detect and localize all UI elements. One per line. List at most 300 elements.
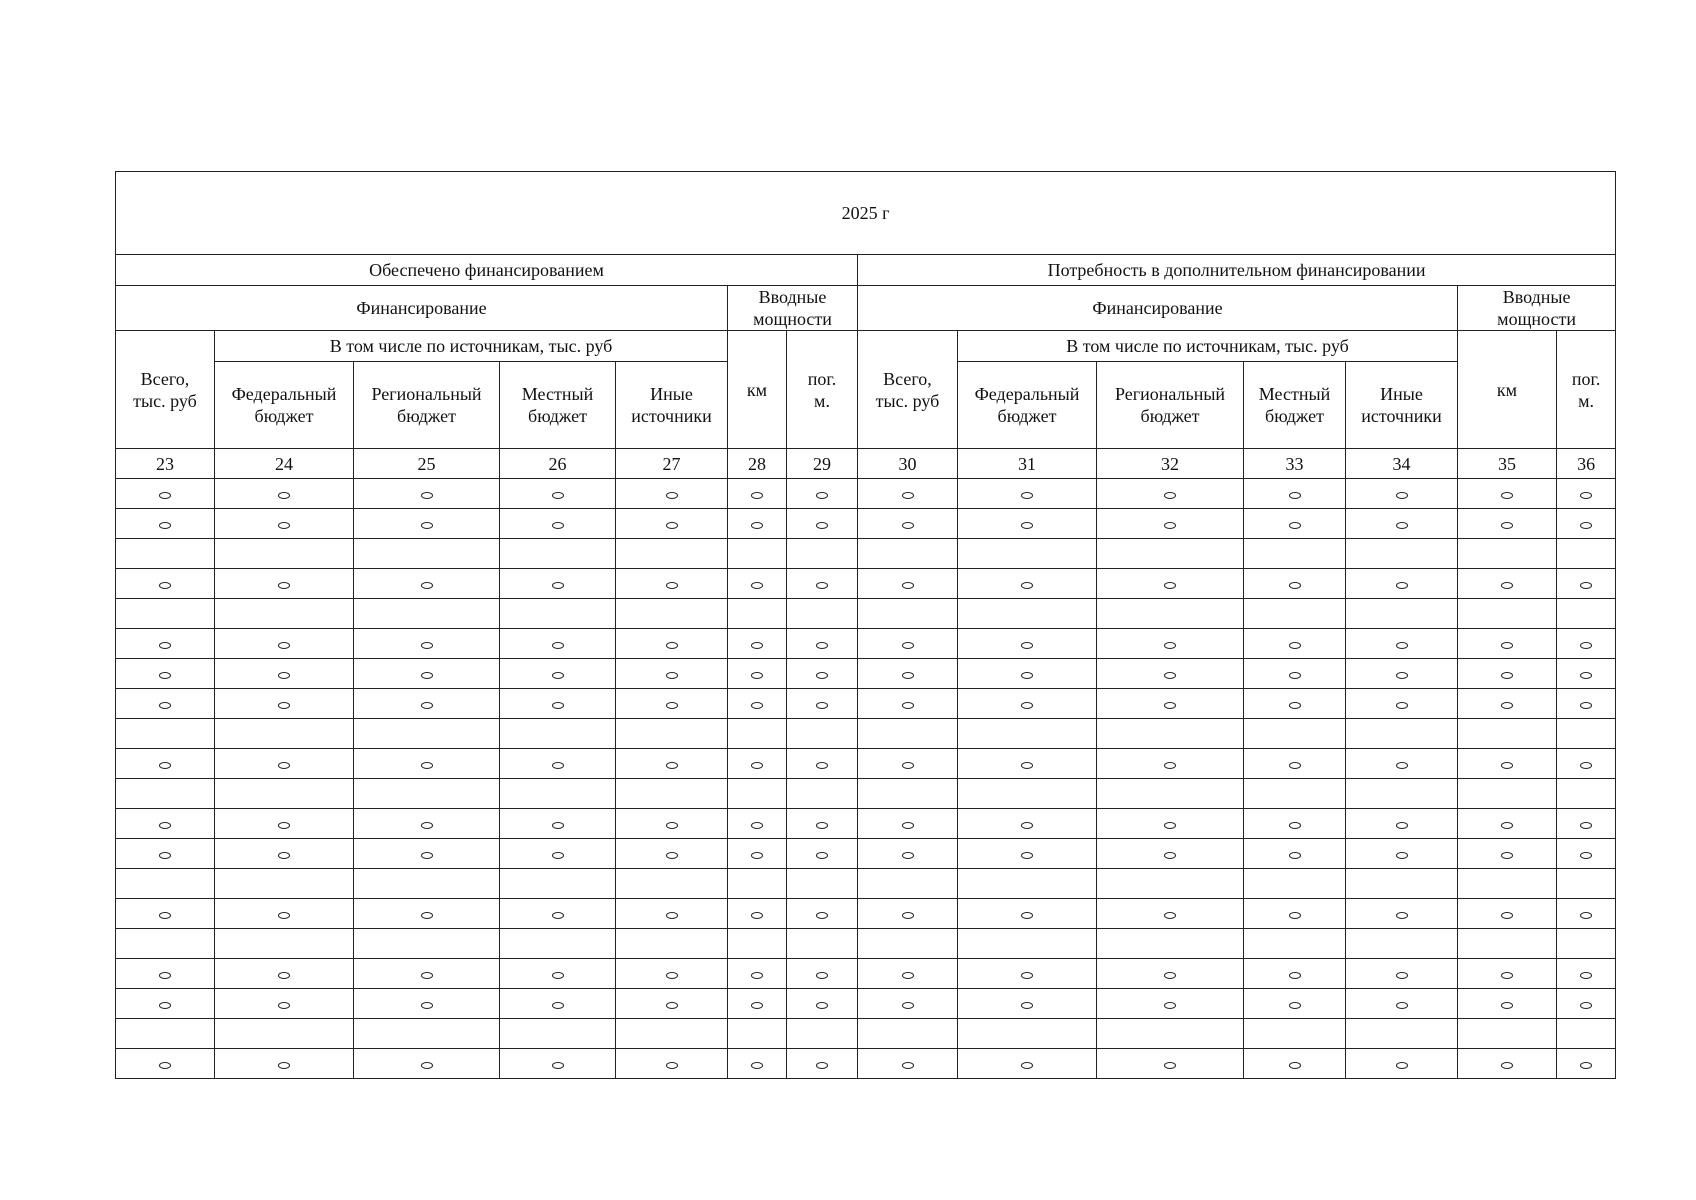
column-number-row (116, 449, 1616, 479)
dash-mark (1021, 852, 1033, 859)
dash-mark (1164, 582, 1176, 589)
table-cell (500, 749, 616, 779)
table-cell (958, 959, 1097, 989)
table-cell (1097, 569, 1244, 599)
dash-mark (1396, 492, 1408, 499)
table-cell (616, 929, 728, 959)
table-cell (215, 569, 354, 599)
table-cell (215, 509, 354, 539)
dash-mark (278, 972, 290, 979)
column-number: 29 (787, 449, 858, 479)
table-cell (616, 1049, 728, 1079)
dash-mark (751, 702, 763, 709)
table-cell (500, 869, 616, 899)
total-header-secured: Всего, тыс. руб (116, 331, 215, 449)
table-cell (500, 989, 616, 1019)
table-cell (500, 659, 616, 689)
table-cell (787, 629, 858, 659)
dash-mark (1164, 1002, 1176, 1009)
column-number: 34 (1346, 449, 1458, 479)
dash-mark (1164, 852, 1176, 859)
km-header-secured: км (728, 331, 787, 449)
table-cell (1458, 539, 1557, 569)
dash-mark (1396, 702, 1408, 709)
table-cell (500, 1049, 616, 1079)
dash-mark (666, 642, 678, 649)
table-cell (116, 659, 215, 689)
table-cell (728, 989, 787, 1019)
dash-mark (1580, 522, 1592, 529)
year-header: 2025 г (116, 172, 1616, 255)
table-cell (728, 539, 787, 569)
dash-mark (751, 762, 763, 769)
table-row (116, 479, 1616, 509)
table-row (116, 899, 1616, 929)
table-cell (858, 899, 958, 929)
pog-header-secured: пог. м. (787, 331, 858, 449)
other-header-needed: Иные источники (1346, 362, 1458, 449)
table-cell (728, 809, 787, 839)
dash-mark (751, 852, 763, 859)
table-cell (116, 749, 215, 779)
table-cell (787, 509, 858, 539)
dash-mark (666, 492, 678, 499)
column-number: 28 (728, 449, 787, 479)
dash-mark (421, 672, 433, 679)
empty-row (116, 539, 1616, 569)
table-cell (728, 1049, 787, 1079)
table-cell (215, 959, 354, 989)
table-cell (958, 1019, 1097, 1049)
dash-mark (902, 822, 914, 829)
table-cell (116, 929, 215, 959)
dash-mark (1164, 672, 1176, 679)
table-cell (787, 569, 858, 599)
table-cell (354, 989, 500, 1019)
local-header-secured: Местный бюджет (500, 362, 616, 449)
dash-mark (902, 852, 914, 859)
table-row (116, 989, 1616, 1019)
table-cell (1557, 569, 1616, 599)
dash-mark (421, 642, 433, 649)
table-cell (354, 929, 500, 959)
table-cell (728, 749, 787, 779)
table-cell (728, 599, 787, 629)
dash-mark (751, 1062, 763, 1069)
table-cell (787, 929, 858, 959)
dash-mark (278, 1062, 290, 1069)
table-cell (1458, 659, 1557, 689)
dash-mark (552, 762, 564, 769)
empty-row (116, 599, 1616, 629)
dash-mark (1501, 762, 1513, 769)
table-cell (500, 599, 616, 629)
table-cell (616, 869, 728, 899)
table-cell (1557, 719, 1616, 749)
dash-mark (816, 642, 828, 649)
dash-mark (159, 702, 171, 709)
table-cell (1557, 509, 1616, 539)
table-cell (1346, 1049, 1458, 1079)
empty-row (116, 869, 1616, 899)
financing-header-needed: Финансирование (858, 286, 1458, 331)
table-cell (858, 1019, 958, 1049)
dash-mark (278, 492, 290, 499)
dash-mark (816, 672, 828, 679)
table-cell (354, 1049, 500, 1079)
dash-mark (816, 702, 828, 709)
dash-mark (1289, 972, 1301, 979)
table-cell (215, 719, 354, 749)
table-cell (1458, 1049, 1557, 1079)
table-cell (215, 839, 354, 869)
table-cell (1097, 509, 1244, 539)
dash-mark (1580, 912, 1592, 919)
table-cell (958, 869, 1097, 899)
dash-mark (816, 522, 828, 529)
dash-mark (159, 822, 171, 829)
table-cell (958, 929, 1097, 959)
section-needed-header: Потребность в дополнительном финансировании (858, 255, 1616, 286)
dash-mark (1289, 522, 1301, 529)
table-cell (1458, 809, 1557, 839)
dash-mark (421, 912, 433, 919)
table-cell (728, 719, 787, 749)
table-cell (500, 779, 616, 809)
dash-mark (902, 762, 914, 769)
dash-mark (421, 492, 433, 499)
dash-mark (1501, 582, 1513, 589)
other-header-secured: Иные источники (616, 362, 728, 449)
table-cell (728, 569, 787, 599)
dash-mark (1164, 972, 1176, 979)
dash-mark (159, 912, 171, 919)
table-cell (1458, 779, 1557, 809)
dash-mark (816, 822, 828, 829)
table-cell (1244, 839, 1346, 869)
capacity-header-secured: Вводные мощности (728, 286, 858, 331)
table-cell (787, 869, 858, 899)
table-cell (1346, 629, 1458, 659)
table-cell (116, 1049, 215, 1079)
table-cell (728, 479, 787, 509)
table-cell (500, 539, 616, 569)
table-cell (1557, 989, 1616, 1019)
financing-header-secured: Финансирование (116, 286, 728, 331)
dash-mark (902, 672, 914, 679)
dash-mark (159, 672, 171, 679)
table-cell (1458, 599, 1557, 629)
dash-mark (751, 642, 763, 649)
table-cell (1097, 689, 1244, 719)
table-cell (958, 749, 1097, 779)
pog-header-needed: пог. м. (1557, 331, 1616, 449)
dash-mark (751, 522, 763, 529)
column-number: 23 (116, 449, 215, 479)
table-cell (616, 779, 728, 809)
column-number: 26 (500, 449, 616, 479)
table-cell (958, 479, 1097, 509)
table-cell (116, 869, 215, 899)
dash-mark (751, 492, 763, 499)
table-cell (787, 749, 858, 779)
table-cell (116, 839, 215, 869)
table-cell (858, 719, 958, 749)
table-cell (858, 1049, 958, 1079)
table-cell (728, 779, 787, 809)
table-cell (1458, 749, 1557, 779)
dash-mark (552, 822, 564, 829)
table-cell (1557, 839, 1616, 869)
dash-mark (1501, 672, 1513, 679)
table-cell (116, 539, 215, 569)
dash-mark (421, 582, 433, 589)
dash-mark (552, 642, 564, 649)
table-cell (1346, 509, 1458, 539)
dash-mark (278, 702, 290, 709)
dash-mark (1021, 642, 1033, 649)
table-row (116, 839, 1616, 869)
dash-mark (1021, 822, 1033, 829)
table-cell (116, 989, 215, 1019)
table-cell (1346, 479, 1458, 509)
column-number: 36 (1557, 449, 1616, 479)
dash-mark (816, 852, 828, 859)
table-cell (958, 629, 1097, 659)
table-cell (958, 839, 1097, 869)
dash-mark (1501, 642, 1513, 649)
table-cell (354, 509, 500, 539)
table-cell (728, 659, 787, 689)
table-cell (116, 689, 215, 719)
table-cell (1557, 749, 1616, 779)
dash-mark (816, 1002, 828, 1009)
empty-row (116, 719, 1616, 749)
table-cell (116, 899, 215, 929)
table-cell (858, 869, 958, 899)
dash-mark (666, 912, 678, 919)
table-cell (787, 839, 858, 869)
dash-mark (1396, 852, 1408, 859)
table-row (116, 569, 1616, 599)
dash-mark (1580, 822, 1592, 829)
table-cell (858, 959, 958, 989)
dash-mark (816, 972, 828, 979)
table-cell (116, 719, 215, 749)
table-cell (858, 809, 958, 839)
dash-mark (666, 672, 678, 679)
table-cell (215, 779, 354, 809)
table-cell (728, 689, 787, 719)
table-cell (215, 479, 354, 509)
empty-row (116, 929, 1616, 959)
table-cell (1458, 839, 1557, 869)
dash-mark (278, 762, 290, 769)
dash-mark (666, 852, 678, 859)
dash-mark (1289, 702, 1301, 709)
table-cell (1346, 959, 1458, 989)
dash-mark (552, 672, 564, 679)
table-cell (1458, 719, 1557, 749)
dash-mark (1289, 642, 1301, 649)
table-cell (1557, 1049, 1616, 1079)
regional-header-needed: Региональный бюджет (1097, 362, 1244, 449)
dash-mark (816, 1062, 828, 1069)
table-cell (354, 539, 500, 569)
table-cell (958, 569, 1097, 599)
table-cell (1244, 1019, 1346, 1049)
table-cell (1557, 959, 1616, 989)
table-cell (728, 1019, 787, 1049)
dash-mark (278, 582, 290, 589)
table-cell (354, 629, 500, 659)
regional-header-secured: Региональный бюджет (354, 362, 500, 449)
dash-mark (159, 852, 171, 859)
dash-mark (552, 912, 564, 919)
dash-mark (1580, 1062, 1592, 1069)
table-cell (858, 599, 958, 629)
dash-mark (552, 1002, 564, 1009)
table-cell (1458, 899, 1557, 929)
table-cell (1244, 989, 1346, 1019)
table-row (116, 809, 1616, 839)
table-cell (787, 659, 858, 689)
dash-mark (1289, 672, 1301, 679)
dash-mark (1289, 822, 1301, 829)
table-cell (1097, 929, 1244, 959)
table-cell (616, 659, 728, 689)
dash-mark (751, 582, 763, 589)
dash-mark (1289, 912, 1301, 919)
table-cell (1557, 809, 1616, 839)
dash-mark (816, 492, 828, 499)
table-cell (215, 659, 354, 689)
table-cell (616, 809, 728, 839)
dash-mark (1396, 1002, 1408, 1009)
table-cell (215, 899, 354, 929)
table-cell (728, 899, 787, 929)
dash-mark (902, 642, 914, 649)
dash-mark (666, 822, 678, 829)
empty-row (116, 779, 1616, 809)
dash-mark (1021, 522, 1033, 529)
table-cell (500, 629, 616, 659)
table-cell (354, 599, 500, 629)
federal-header-secured: Федеральный бюджет (215, 362, 354, 449)
dash-mark (1501, 972, 1513, 979)
dash-mark (1580, 702, 1592, 709)
dash-mark (552, 1062, 564, 1069)
table-cell (1244, 929, 1346, 959)
table-cell (1097, 629, 1244, 659)
table-cell (1346, 869, 1458, 899)
dash-mark (751, 822, 763, 829)
dash-mark (278, 642, 290, 649)
table-cell (616, 899, 728, 929)
dash-mark (1396, 762, 1408, 769)
dash-mark (1396, 642, 1408, 649)
table-cell (616, 569, 728, 599)
table-cell (858, 659, 958, 689)
dash-mark (1289, 1002, 1301, 1009)
column-number: 35 (1458, 449, 1557, 479)
table-cell (958, 719, 1097, 749)
table-cell (116, 569, 215, 599)
dash-mark (1021, 1002, 1033, 1009)
table-cell (958, 779, 1097, 809)
dash-mark (1580, 492, 1592, 499)
dash-mark (1396, 582, 1408, 589)
table-cell (616, 989, 728, 1019)
dash-mark (1580, 642, 1592, 649)
table-cell (1557, 1019, 1616, 1049)
table-cell (1097, 1049, 1244, 1079)
dash-mark (1501, 522, 1513, 529)
table-cell (215, 929, 354, 959)
dash-mark (159, 1062, 171, 1069)
table-row (116, 509, 1616, 539)
dash-mark (1289, 1062, 1301, 1069)
dash-mark (1164, 762, 1176, 769)
table-cell (1346, 569, 1458, 599)
table-cell (1346, 989, 1458, 1019)
dash-mark (1501, 1062, 1513, 1069)
table-cell (616, 509, 728, 539)
dash-mark (159, 972, 171, 979)
table-cell (1244, 629, 1346, 659)
table-cell (728, 869, 787, 899)
table-cell (787, 539, 858, 569)
table-cell (1346, 719, 1458, 749)
dash-mark (1021, 912, 1033, 919)
dash-mark (1021, 702, 1033, 709)
dash-mark (159, 582, 171, 589)
dash-mark (278, 852, 290, 859)
dash-mark (1396, 972, 1408, 979)
dash-mark (666, 1062, 678, 1069)
table-cell (500, 689, 616, 719)
dash-mark (1289, 492, 1301, 499)
column-number: 32 (1097, 449, 1244, 479)
sources-header-secured: В том числе по источникам, тыс. руб (215, 331, 728, 362)
dash-mark (1021, 582, 1033, 589)
dash-mark (1501, 702, 1513, 709)
table-cell (1244, 959, 1346, 989)
table-cell (354, 839, 500, 869)
table-cell (500, 899, 616, 929)
dash-mark (1289, 762, 1301, 769)
table-cell (500, 809, 616, 839)
table-cell (1097, 869, 1244, 899)
table-cell (116, 809, 215, 839)
dash-mark (666, 582, 678, 589)
dash-mark (552, 852, 564, 859)
table-cell (354, 869, 500, 899)
dash-mark (902, 1062, 914, 1069)
table-cell (858, 479, 958, 509)
dash-mark (1580, 762, 1592, 769)
table-cell (1346, 599, 1458, 629)
dash-mark (1164, 522, 1176, 529)
dash-mark (751, 912, 763, 919)
table-cell (1244, 509, 1346, 539)
dash-mark (902, 702, 914, 709)
column-number: 33 (1244, 449, 1346, 479)
dash-mark (552, 492, 564, 499)
table-cell (958, 989, 1097, 1019)
dash-mark (1021, 762, 1033, 769)
table-cell (787, 959, 858, 989)
